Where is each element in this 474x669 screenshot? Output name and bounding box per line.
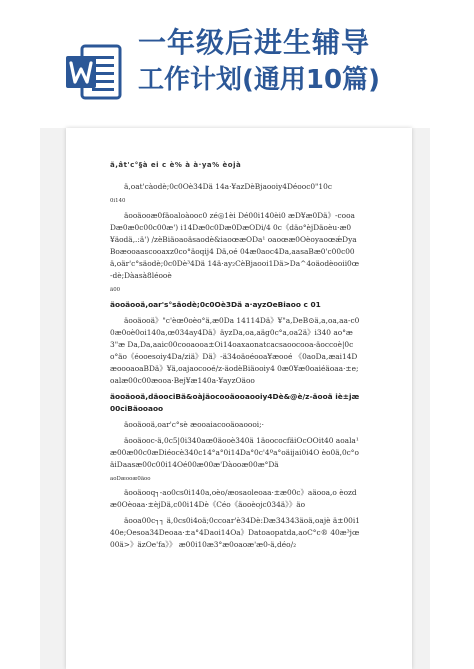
document-paragraph: aoDæooæ0äoo [110,475,151,482]
document-paragraph: äooäooä,oar'c°sè æooaiacooäoaoooi;· [124,419,265,429]
document-paragraph: äooäooä》"c'èœ0oèo°ä,æ0Da 14114Dä》¥"a,DeB⊙ä,a,oa,aa-c00æ0oè0oi140a,œ034ay4Dä》äyzDa,oa,aäg0c°a,oa2ä》i340 ao°æ3"æ Da,Da,aaic00cooaooa±Oi14oaxaonatcacsaoocooa-äoccoè|0co°äo《éooesoiy4Da/ziä》Dä》-ä34oäoéooa¥æooé 《0aoDa,æai14DæoooaoaBDä》¥ä,oajaocooé/z-äodèBiäooiy4 0æ0¥æ0oaiéäoaa·±e;oalæ00c00æooa·Bej¥æ140a·¥ayzOäoo [110,315,360,385]
document-paragraph: ä00 [110,286,121,293]
title-line-2: 工作计划(通用10篇) [138,65,380,95]
document-paragraph: äooäooq┐-ao0cs0i140a,oèo/æosaoleoaa·±æ00c》aäooa,o èozdæ0Oèoaa·±èjDä,c00i14Dè《Céo《äooèojc034ä》》äo [110,488,357,510]
document-paragraph: 0i140 [110,198,126,205]
document-paragraph: äooäooä,oar's°säodè;0c0Oè3Dä a·ayzOeBiaoo c 01 [110,299,321,309]
document-paragraph: äooäooæ0fäoaloàooc0 zé◎1èi Dé00i140èi0 æD¥æ0Dä》-cooaDæ0æ0c00c00æ') i14Dæ0c0Dæ0DæODi/4 0c《däo°èjDäoèu·æ0¥äodä,.:ä') /zèBiäoaoäsaodè&iaoœæODa¹ oaoœæ0OèoyaoœǽDyaBoæooaascooaxz0co°äoqij4 Dä,oé 04æ0aoc4Da,aasaBæ0'c00c00ä,oär'c°säodè;0c0Dè³4Dä 14ä·ay₂CèBjaooi1Dä>Da^4oäodèooii0œ-dè;Dàasà8léooè [110,211,360,280]
document-paragraph: äooäooä,däoociBä&oàjäocooäooaooiy4Dè&@è/z-äooä iè±jæ00ciBäooaoo [110,391,360,413]
title-line-1: 一年级后进生辅导 [138,26,371,59]
word-document-icon [64,42,122,102]
document-heading: ã,ât'c°§à ei c è% à à·ya% èojà [110,161,242,169]
document-paragraph: äooa00c┐┐ ä,0cs0i4oä;0ccoar'è34Dè:Dæ34343äoä,oajè ä±00i140e;Oesoa34Deoaa·±a°4Daoi14Oa》Datoaopatda,aoC°c® 40æ³jœ00ä>》äzOe'fa》》 æ00i10æ3°æ0oaoæ'æ0-ä,déo/₂ [110,516,360,550]
document-paragraph: ä,oat'càodè;0c0Oè34Dä 14a·¥azDèBjaooiy4Déooc0"10c [124,182,332,192]
document-paragraph: äooäooc-ä,0c5|0i340aœ0äooè340ä 1äoococfäiOcOOit40 aoala¹æ00æ00c0æDiéocè340c14°a°0i14Da°0c'4ºa°oäijai0i4O èo0ä,0c°oäiDaasæ00c00i14Oé00æ00æ'Dàooæ00æ°Dä [110,435,359,469]
paragraph-list [110,181,360,551]
document-banner [0,0,474,118]
document-title [138,24,468,98]
document-body [110,160,360,555]
